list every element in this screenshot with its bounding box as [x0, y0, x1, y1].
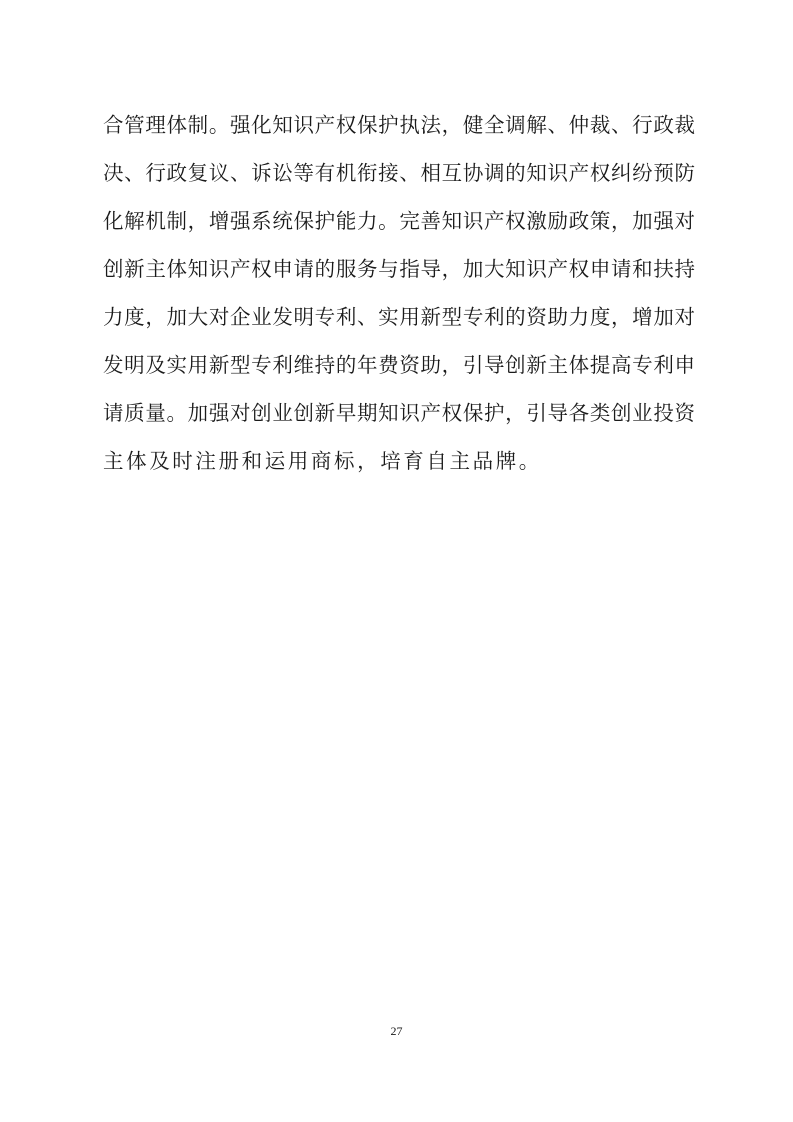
text-line: 力度，加大对企业发明专利、实用新型专利的资助力度，增加对: [103, 305, 695, 329]
text-line: 主体及时注册和运用商标，培育自主品牌。: [103, 449, 542, 473]
text-line: 创新主体知识产权申请的服务与指导，加大知识产权申请和扶持: [103, 257, 695, 281]
text-line: 请质量。加强对创业创新早期知识产权保护，引导各类创业投资: [103, 401, 695, 425]
page-number: 27: [390, 1024, 403, 1038]
text-line: 化解机制，增强系统保护能力。完善知识产权激励政策，加强对: [103, 209, 695, 233]
text-line: 合管理体制。强化知识产权保护执法，健全调解、仲裁、行政裁: [103, 113, 695, 137]
text-line: 发明及实用新型专利维持的年费资助，引导创新主体提高专利申: [103, 353, 695, 377]
text-line: 决、行政复议、诉讼等有机衔接、相互协调的知识产权纠纷预防: [103, 161, 695, 185]
body-paragraph: [103, 105, 695, 489]
